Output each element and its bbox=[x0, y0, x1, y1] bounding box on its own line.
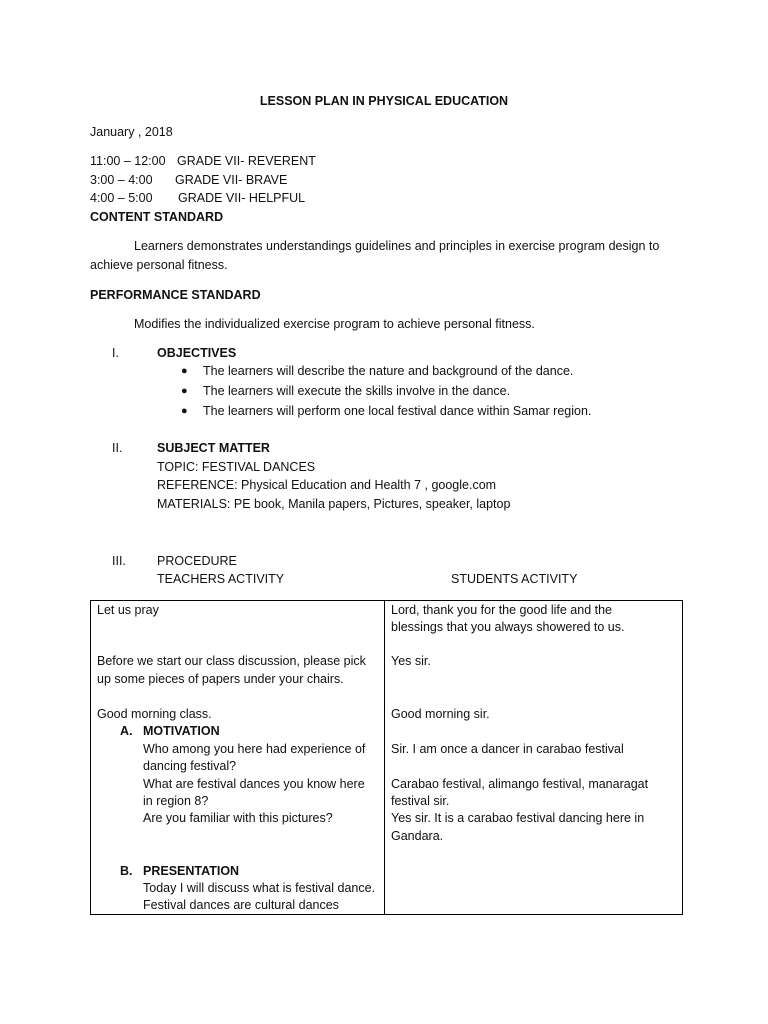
teacher-pray: Let us pray bbox=[97, 603, 159, 617]
bullet-icon: ● bbox=[181, 385, 188, 397]
activity-table bbox=[90, 600, 683, 915]
objective-item-3: The learners will perform one local festival dance within Samar region. bbox=[203, 404, 592, 418]
motivation-q2-line2: in region 8? bbox=[143, 794, 209, 808]
presentation-line2: Festival dances are cultural dances bbox=[143, 898, 339, 912]
subject-matter-topic: TOPIC: FESTIVAL DANCES bbox=[157, 460, 316, 474]
motivation-q2-line1: What are festival dances you know here bbox=[143, 777, 365, 791]
table-row bbox=[91, 601, 683, 915]
student-column bbox=[385, 601, 683, 915]
student-pray-line2: blessings that you always showered to us. bbox=[391, 620, 625, 634]
procedure-numeral: III. bbox=[112, 554, 126, 568]
student-pray-line1: Lord, thank you for the good life and the bbox=[391, 603, 612, 617]
student-answer-1: Sir. I am once a dancer in carabao festival bbox=[391, 742, 624, 756]
date-line: January , 2018 bbox=[90, 125, 173, 139]
document-title: LESSON PLAN IN PHYSICAL EDUCATION bbox=[259, 94, 509, 108]
student-greeting: Good morning sir. bbox=[391, 707, 490, 721]
bullet-icon: ● bbox=[181, 405, 188, 417]
objectives-numeral: I. bbox=[112, 346, 119, 360]
student-answer-2-line2: festival sir. bbox=[391, 794, 450, 808]
schedule-class-3: GRADE VII- HELPFUL bbox=[178, 191, 306, 205]
schedule-class-1: GRADE VII- REVERENT bbox=[177, 154, 316, 168]
bullet-icon: ● bbox=[181, 365, 188, 377]
objective-item-1: The learners will describe the nature and background of the dance. bbox=[203, 364, 574, 378]
student-answer-3-line2: Gandara. bbox=[391, 829, 444, 843]
content-standard-text-line1: Learners demonstrates understandings guidelines and principles in exercise program design to bbox=[134, 239, 660, 253]
performance-standard-text: Modifies the individualized exercise program to achieve personal fitness. bbox=[134, 317, 535, 331]
teacher-column bbox=[91, 601, 385, 915]
reference-value: Physical Education and Health 7 , google.com bbox=[237, 478, 497, 492]
teacher-papers-line1: Before we start our class discussion, please pick bbox=[97, 654, 366, 668]
motivation-q1-line2: dancing festival? bbox=[143, 759, 237, 773]
teacher-papers-line2: up some pieces of papers under your chairs. bbox=[97, 672, 344, 686]
motivation-q3: Are you familiar with this pictures? bbox=[143, 811, 333, 825]
presentation-line1: Today I will discuss what is festival dance. bbox=[143, 881, 376, 895]
materials-label: MATERIALS: bbox=[157, 497, 231, 511]
subject-matter-reference bbox=[157, 478, 496, 492]
objectives-heading: OBJECTIVES bbox=[157, 346, 237, 360]
students-activity-heading: STUDENTS ACTIVITY bbox=[451, 572, 578, 586]
schedule-class-2: GRADE VII- BRAVE bbox=[175, 173, 288, 187]
content-standard-text-line2: achieve personal fitness. bbox=[90, 258, 228, 272]
subject-matter-materials bbox=[157, 497, 510, 511]
content-standard-heading: CONTENT STANDARD bbox=[90, 210, 224, 224]
student-yes: Yes sir. bbox=[391, 654, 431, 668]
presentation-heading: PRESENTATION bbox=[143, 864, 240, 878]
performance-standard-heading: PERFORMANCE STANDARD bbox=[90, 288, 261, 302]
motivation-heading: MOTIVATION bbox=[143, 724, 220, 738]
schedule-time-1: 11:00 – 12:00 bbox=[90, 154, 166, 168]
student-answer-2-line1: Carabao festival, alimango festival, manaragat bbox=[391, 777, 649, 791]
subject-matter-numeral: II. bbox=[112, 441, 123, 455]
student-answer-3-line1: Yes sir. It is a carabao festival dancing here in bbox=[391, 811, 645, 825]
reference-label: REFERENCE: bbox=[157, 478, 238, 492]
motivation-letter: A. bbox=[120, 724, 133, 738]
motivation-q1-line1: Who among you here had experience of bbox=[143, 742, 366, 756]
teachers-activity-heading: TEACHERS ACTIVITY bbox=[157, 572, 285, 586]
materials-value: PE book, Manila papers, Pictures, speaker, laptop bbox=[230, 497, 511, 511]
teacher-greeting: Good morning class. bbox=[97, 707, 212, 721]
objective-item-2: The learners will execute the skills involve in the dance. bbox=[203, 384, 511, 398]
schedule-time-2: 3:00 – 4:00 bbox=[90, 173, 153, 187]
subject-matter-heading: SUBJECT MATTER bbox=[157, 441, 270, 455]
presentation-letter: B. bbox=[120, 864, 133, 878]
schedule-time-3: 4:00 – 5:00 bbox=[90, 191, 153, 205]
procedure-heading: PROCEDURE bbox=[157, 554, 237, 568]
